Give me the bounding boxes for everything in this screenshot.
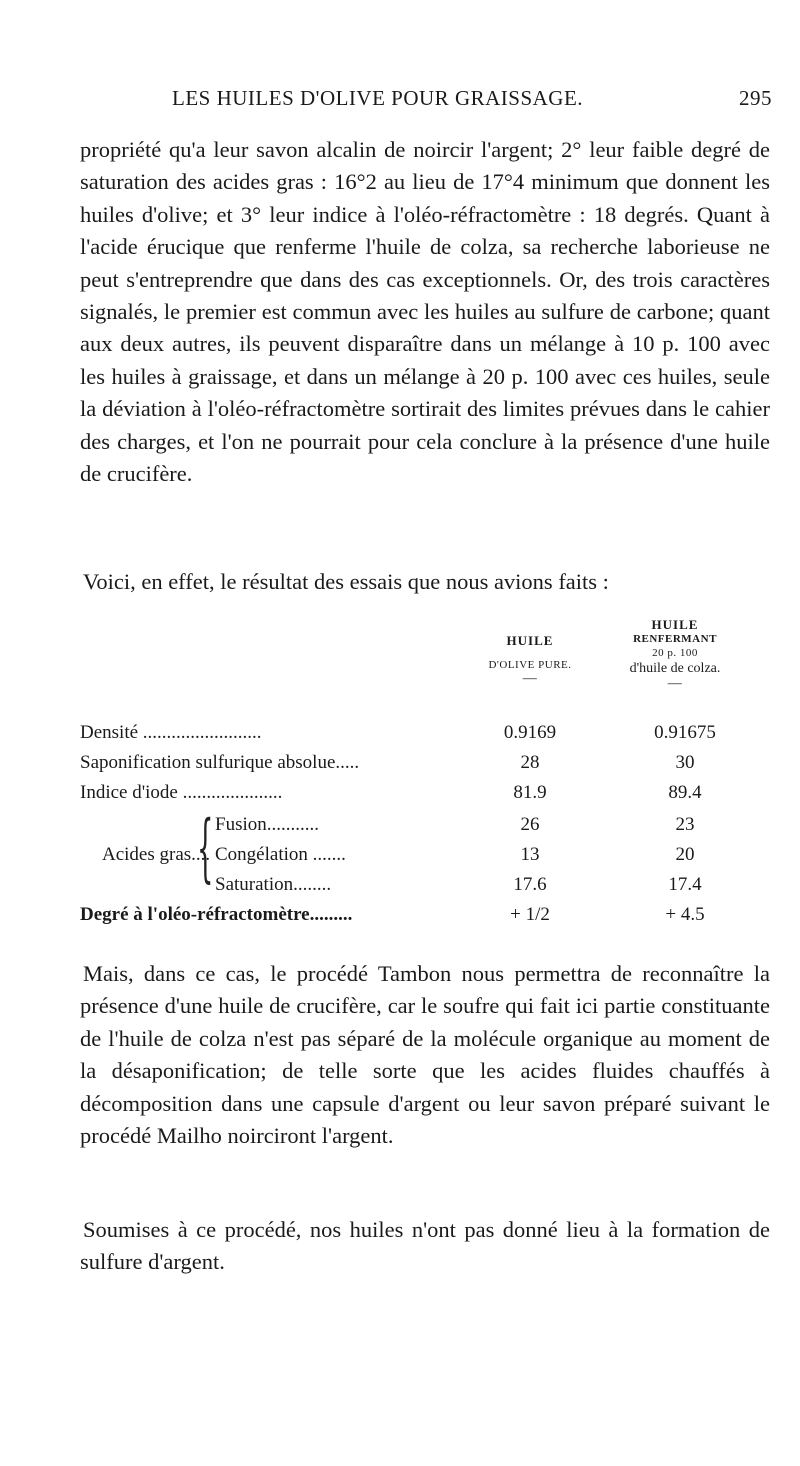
table-row [80, 844, 770, 874]
table-row [80, 782, 770, 812]
value-mix: 17.4 [668, 874, 702, 895]
col1-line2: D'OLIVE PURE. [488, 659, 572, 671]
paragraph-3: Mais, dans ce cas, le procédé Tambon nous permettra de reconnaître la présence d'une huile de crucifère, car le soufre qui fait ici partie constituante de l'huile de colza n'est pas séparé de la molécule organique au moment de la désaponification; de telle sorte que les acides fluides chauffés à décomposition dans une capsule d'argent ou leur savon préparé suivant le procédé Mailho noirciront l'argent. [80, 961, 770, 1149]
value-mix: 23 [675, 814, 695, 835]
row-label: Fusion........... [215, 814, 319, 835]
col1-line1: HUILE [506, 633, 554, 648]
value-mix: 30 [675, 752, 695, 773]
value-mix: 0.91675 [654, 722, 716, 743]
paragraph-1: propriété qu'a leur savon alcalin de noircir l'argent; 2° leur faible degré de saturation des acides gras : 16°2 au lieu de 17°4 minimum que donnent les huiles d'olive; et 3° leur indice à l'oléo-réfractomètre : 18 degrés. Quant à l'acide érucique que renferme l'huile de colza, sa recherche laborieuse ne peut s'entreprendre que dans des cas exceptionnels. Or, des trois caractères signalés, le premier est commun avec les huiles au sulfure de carbone; quant aux deux autres, ils peuvent disparaître dans un mélange à 10 p. 100 avec les huiles à graissage, et dans un mélange à 20 p. 100 avec ces huiles, seule la déviation à l'oléo-réfractomètre sortirait des limites prévues dans le cahier des charges, et l'on ne pourrait pour cela conclure à la présence d'une huile de crucifère. [80, 137, 770, 487]
value-pure: 26 [520, 814, 540, 835]
running-title: LES HUILES D'OLIVE POUR GRAISSAGE. [172, 86, 584, 110]
value-mix: 89.4 [668, 782, 702, 803]
column-header-pure-olive [465, 634, 595, 686]
page-number: 295 [739, 86, 772, 110]
value-pure: + 1/2 [510, 904, 550, 925]
row-label: Indice d'iode ..................... [80, 782, 283, 803]
col2-line4: d'huile de colza. [629, 661, 721, 676]
brace-glyph: { [197, 805, 214, 891]
col2-dash: — [667, 676, 683, 691]
table-row [80, 814, 770, 844]
group-label-acides-gras: Acides gras.... [102, 844, 211, 865]
value-mix: 20 [675, 844, 695, 865]
page-header [172, 86, 772, 116]
row-label: Saturation........ [215, 874, 332, 895]
paragraph-4: Soumises à ce procédé, nos huiles n'ont pas donné lieu à la formation de sulfure d'argent. [80, 1217, 770, 1275]
row-label: Saponification sulfurique absolue..... [80, 752, 360, 773]
table-row [80, 874, 770, 904]
value-pure: 13 [520, 844, 540, 865]
col2-line3: 20 p. 100 [652, 647, 698, 659]
col2-line2: RENFERMANT [633, 633, 717, 645]
col2-line1: HUILE [651, 617, 699, 632]
value-pure: 28 [520, 752, 540, 773]
value-pure: 81.9 [513, 782, 547, 803]
row-label: Densité ......................... [80, 722, 262, 743]
table-row [80, 722, 770, 752]
col1-dash: — [522, 671, 538, 686]
table-row [80, 904, 770, 934]
value-pure: 0.9169 [503, 722, 557, 743]
row-label: Congélation ....... [215, 844, 346, 865]
paragraph-2: Voici, en effet, le résultat des essais que nous avions faits : [83, 569, 609, 594]
column-header-colza-mix [600, 618, 750, 691]
table-row [80, 752, 770, 782]
value-pure: 17.6 [513, 874, 547, 895]
row-label: Degré à l'oléo-réfractomètre......... [80, 904, 353, 925]
results-table [80, 612, 770, 942]
value-mix: + 4.5 [665, 904, 705, 925]
